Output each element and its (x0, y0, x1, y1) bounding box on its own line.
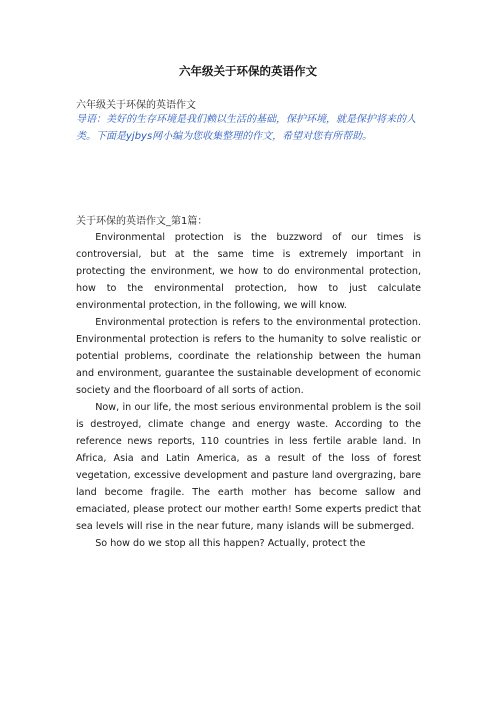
lead-paragraph: 导语：美好的生存环境是我们赖以生活的基础，保护环境，就是保护将来的人类。下面是yjbys网小编为您收集整理的作文，希望对您有所帮助。 (76, 114, 416, 142)
document-subtitle: 六年级关于环保的英语作文 (76, 100, 196, 111)
essay-paragraph: Now, in our life, the most serious environmental problem is the soil is destroyed, climate change and energy waste. According to the reference news reports, 110 countries in less fertile arable land. In Africa, Asia and Latin America, as a result of the loss of forest vegetation, excessive development and pasture land overgrazing, bare land become fragile. The earth mother has become sallow and emaciated, please protect our mother earth! Some experts predict that sea levels will rise in the near future, many islands will be submerged. (76, 402, 421, 532)
document-title: 六年级关于环保的英语作文 (179, 64, 317, 78)
essay-body (76, 229, 421, 552)
essay-paragraph: Environmental protection is the buzzword of our times is controversial, but at the same time is extremely important in protecting the environment, we how to do environmental protection, how to the environmental protection, how to just calculate environmental protection, in the following, we will know. (76, 232, 421, 311)
section-heading: 关于环保的英语作文_第1篇： (76, 216, 208, 227)
essay-paragraph: Environmental protection is refers to the environmental protection. Environmental protection is refers to the humanity to solve realistic or potential problems, coordinate the relationship between the human and environment, guarantee the sustainable development of economic society and the floorboard of all sorts of action. (76, 317, 421, 396)
essay-paragraph: So how do we stop all this happen? Actually, protect the (95, 538, 366, 549)
